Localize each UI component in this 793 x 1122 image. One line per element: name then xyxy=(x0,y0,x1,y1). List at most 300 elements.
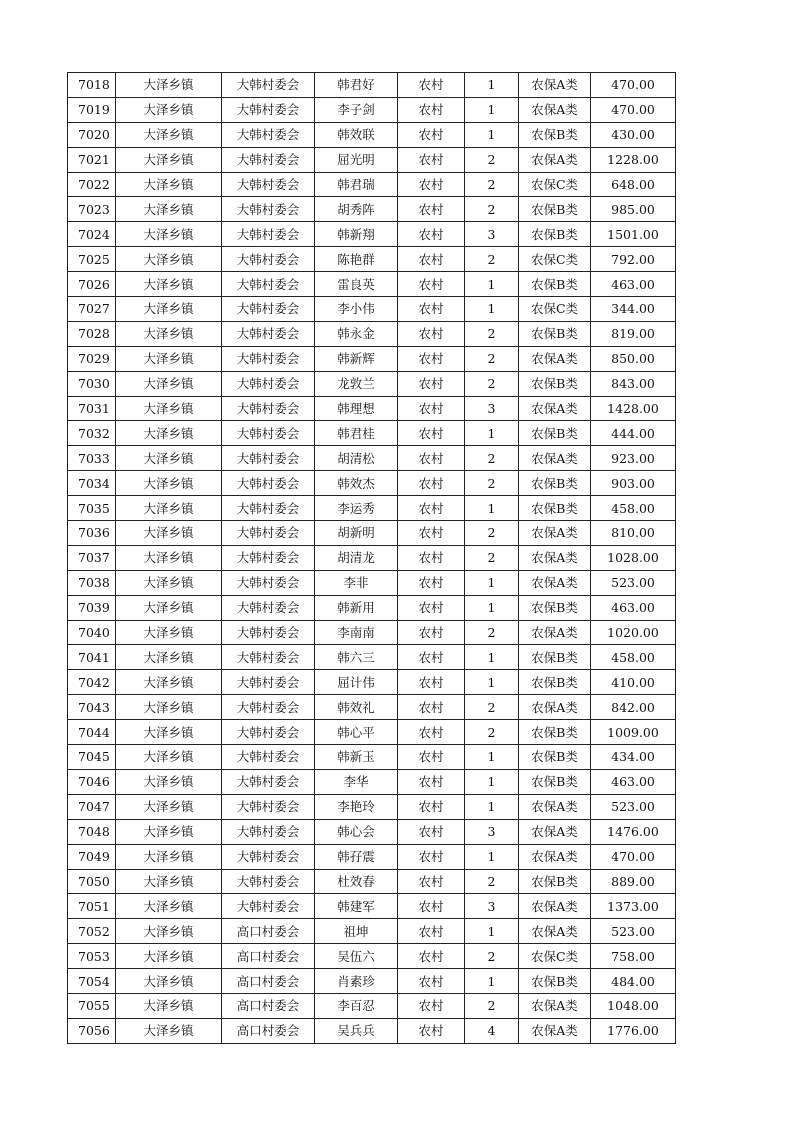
table-row xyxy=(68,97,676,122)
cell-village-committee: 大韩村委会 xyxy=(222,446,315,471)
table-row xyxy=(68,1018,676,1043)
cell-household-type: 农村 xyxy=(398,297,465,322)
cell-township: 大泽乡镇 xyxy=(116,645,222,670)
cell-serial-number: 7019 xyxy=(68,97,116,122)
cell-insurance-category: 农保A类 xyxy=(519,147,591,172)
cell-amount: 985.00 xyxy=(591,197,676,222)
cell-village-committee: 大韩村委会 xyxy=(222,471,315,496)
cell-insurance-category: 农保B类 xyxy=(519,769,591,794)
cell-insurance-category: 农保C类 xyxy=(519,247,591,272)
cell-insurance-category: 农保B类 xyxy=(519,371,591,396)
cell-household-size: 2 xyxy=(465,147,519,172)
cell-household-size: 2 xyxy=(465,944,519,969)
cell-household-size: 2 xyxy=(465,620,519,645)
cell-insurance-category: 农保A类 xyxy=(519,396,591,421)
cell-township: 大泽乡镇 xyxy=(116,670,222,695)
cell-serial-number: 7028 xyxy=(68,321,116,346)
cell-township: 大泽乡镇 xyxy=(116,272,222,297)
cell-village-committee: 大韩村委会 xyxy=(222,73,315,98)
cell-village-committee: 大韩村委会 xyxy=(222,97,315,122)
cell-insurance-category: 农保B类 xyxy=(519,197,591,222)
cell-household-size: 1 xyxy=(465,496,519,521)
cell-household-type: 农村 xyxy=(398,545,465,570)
cell-household-size: 4 xyxy=(465,1018,519,1043)
cell-insurance-category: 农保B类 xyxy=(519,321,591,346)
cell-amount: 523.00 xyxy=(591,919,676,944)
cell-amount: 889.00 xyxy=(591,869,676,894)
cell-township: 大泽乡镇 xyxy=(116,595,222,620)
cell-amount: 458.00 xyxy=(591,645,676,670)
cell-name: 胡新明 xyxy=(315,521,398,546)
cell-township: 大泽乡镇 xyxy=(116,321,222,346)
cell-serial-number: 7056 xyxy=(68,1018,116,1043)
cell-village-committee: 大韩村委会 xyxy=(222,421,315,446)
cell-name: 韩心平 xyxy=(315,720,398,745)
cell-household-size: 1 xyxy=(465,670,519,695)
cell-household-size: 1 xyxy=(465,73,519,98)
cell-name: 韩永金 xyxy=(315,321,398,346)
cell-household-size: 2 xyxy=(465,346,519,371)
cell-township: 大泽乡镇 xyxy=(116,969,222,994)
cell-serial-number: 7024 xyxy=(68,222,116,247)
cell-household-type: 农村 xyxy=(398,73,465,98)
cell-township: 大泽乡镇 xyxy=(116,172,222,197)
cell-household-type: 农村 xyxy=(398,346,465,371)
cell-village-committee: 大韩村委会 xyxy=(222,844,315,869)
cell-insurance-category: 农保A类 xyxy=(519,919,591,944)
cell-serial-number: 7043 xyxy=(68,695,116,720)
cell-insurance-category: 农保B类 xyxy=(519,745,591,770)
cell-household-type: 农村 xyxy=(398,197,465,222)
cell-township: 大泽乡镇 xyxy=(116,620,222,645)
cell-amount: 1776.00 xyxy=(591,1018,676,1043)
cell-household-size: 1 xyxy=(465,595,519,620)
cell-amount: 758.00 xyxy=(591,944,676,969)
cell-township: 大泽乡镇 xyxy=(116,819,222,844)
cell-amount: 923.00 xyxy=(591,446,676,471)
cell-name: 韩效联 xyxy=(315,122,398,147)
cell-household-size: 1 xyxy=(465,969,519,994)
cell-village-committee: 大韩村委会 xyxy=(222,695,315,720)
cell-household-type: 农村 xyxy=(398,745,465,770)
cell-household-type: 农村 xyxy=(398,446,465,471)
cell-household-size: 2 xyxy=(465,993,519,1018)
cell-household-type: 农村 xyxy=(398,720,465,745)
cell-amount: 430.00 xyxy=(591,122,676,147)
cell-township: 大泽乡镇 xyxy=(116,346,222,371)
cell-serial-number: 7052 xyxy=(68,919,116,944)
cell-amount: 1428.00 xyxy=(591,396,676,421)
cell-insurance-category: 农保B类 xyxy=(519,969,591,994)
cell-insurance-category: 农保B类 xyxy=(519,222,591,247)
cell-amount: 470.00 xyxy=(591,844,676,869)
cell-amount: 810.00 xyxy=(591,521,676,546)
cell-township: 大泽乡镇 xyxy=(116,919,222,944)
cell-amount: 410.00 xyxy=(591,670,676,695)
table-row xyxy=(68,794,676,819)
cell-amount: 1020.00 xyxy=(591,620,676,645)
cell-insurance-category: 农保A类 xyxy=(519,1018,591,1043)
cell-household-type: 农村 xyxy=(398,471,465,496)
cell-serial-number: 7030 xyxy=(68,371,116,396)
table-row xyxy=(68,421,676,446)
cell-township: 大泽乡镇 xyxy=(116,471,222,496)
cell-amount: 648.00 xyxy=(591,172,676,197)
cell-serial-number: 7053 xyxy=(68,944,116,969)
cell-name: 陈艳群 xyxy=(315,247,398,272)
cell-household-type: 农村 xyxy=(398,894,465,919)
cell-amount: 470.00 xyxy=(591,73,676,98)
table-row xyxy=(68,321,676,346)
cell-village-committee: 大韩村委会 xyxy=(222,819,315,844)
cell-insurance-category: 农保A类 xyxy=(519,545,591,570)
cell-amount: 1009.00 xyxy=(591,720,676,745)
table-row xyxy=(68,396,676,421)
cell-village-committee: 大韩村委会 xyxy=(222,396,315,421)
cell-household-size: 3 xyxy=(465,222,519,247)
cell-name: 李非 xyxy=(315,570,398,595)
cell-insurance-category: 农保B类 xyxy=(519,869,591,894)
table-row xyxy=(68,944,676,969)
cell-household-size: 2 xyxy=(465,197,519,222)
cell-township: 大泽乡镇 xyxy=(116,570,222,595)
cell-serial-number: 7047 xyxy=(68,794,116,819)
cell-household-size: 2 xyxy=(465,172,519,197)
subsidy-table xyxy=(67,72,676,1044)
cell-village-committee: 大韩村委会 xyxy=(222,496,315,521)
cell-name: 吴伍六 xyxy=(315,944,398,969)
cell-name: 屈计伟 xyxy=(315,670,398,695)
cell-name: 吴兵兵 xyxy=(315,1018,398,1043)
cell-serial-number: 7037 xyxy=(68,545,116,570)
cell-village-committee: 大韩村委会 xyxy=(222,297,315,322)
cell-village-committee: 大韩村委会 xyxy=(222,197,315,222)
cell-serial-number: 7050 xyxy=(68,869,116,894)
cell-serial-number: 7055 xyxy=(68,993,116,1018)
table-row xyxy=(68,122,676,147)
cell-village-committee: 大韩村委会 xyxy=(222,371,315,396)
cell-household-size: 1 xyxy=(465,122,519,147)
cell-household-type: 农村 xyxy=(398,122,465,147)
cell-serial-number: 7022 xyxy=(68,172,116,197)
cell-household-type: 农村 xyxy=(398,645,465,670)
cell-township: 大泽乡镇 xyxy=(116,993,222,1018)
cell-name: 韩建军 xyxy=(315,894,398,919)
cell-household-type: 农村 xyxy=(398,794,465,819)
cell-village-committee: 大韩村委会 xyxy=(222,869,315,894)
cell-household-size: 1 xyxy=(465,769,519,794)
cell-household-type: 农村 xyxy=(398,620,465,645)
cell-insurance-category: 农保B类 xyxy=(519,720,591,745)
cell-township: 大泽乡镇 xyxy=(116,944,222,969)
cell-household-size: 2 xyxy=(465,471,519,496)
cell-household-size: 1 xyxy=(465,570,519,595)
cell-name: 李小伟 xyxy=(315,297,398,322)
cell-insurance-category: 农保B类 xyxy=(519,421,591,446)
cell-amount: 523.00 xyxy=(591,794,676,819)
cell-insurance-category: 农保A类 xyxy=(519,73,591,98)
cell-serial-number: 7025 xyxy=(68,247,116,272)
cell-name: 韩新翔 xyxy=(315,222,398,247)
cell-household-size: 1 xyxy=(465,97,519,122)
cell-serial-number: 7034 xyxy=(68,471,116,496)
cell-household-type: 农村 xyxy=(398,496,465,521)
cell-township: 大泽乡镇 xyxy=(116,446,222,471)
cell-serial-number: 7026 xyxy=(68,272,116,297)
cell-serial-number: 7036 xyxy=(68,521,116,546)
cell-amount: 458.00 xyxy=(591,496,676,521)
cell-village-committee: 大韩村委会 xyxy=(222,894,315,919)
cell-household-size: 3 xyxy=(465,819,519,844)
table-row xyxy=(68,844,676,869)
cell-serial-number: 7035 xyxy=(68,496,116,521)
cell-serial-number: 7040 xyxy=(68,620,116,645)
cell-serial-number: 7032 xyxy=(68,421,116,446)
cell-serial-number: 7049 xyxy=(68,844,116,869)
cell-amount: 1476.00 xyxy=(591,819,676,844)
cell-amount: 463.00 xyxy=(591,272,676,297)
cell-serial-number: 7020 xyxy=(68,122,116,147)
cell-name: 胡秀阵 xyxy=(315,197,398,222)
cell-village-committee: 大韩村委会 xyxy=(222,222,315,247)
table-row xyxy=(68,570,676,595)
cell-insurance-category: 农保A类 xyxy=(519,97,591,122)
cell-village-committee: 大韩村委会 xyxy=(222,346,315,371)
cell-name: 韩心会 xyxy=(315,819,398,844)
cell-household-size: 2 xyxy=(465,695,519,720)
cell-township: 大泽乡镇 xyxy=(116,97,222,122)
cell-village-committee: 大韩村委会 xyxy=(222,172,315,197)
cell-household-size: 2 xyxy=(465,869,519,894)
cell-township: 大泽乡镇 xyxy=(116,769,222,794)
cell-insurance-category: 农保B类 xyxy=(519,471,591,496)
cell-amount: 344.00 xyxy=(591,297,676,322)
cell-amount: 792.00 xyxy=(591,247,676,272)
cell-household-size: 1 xyxy=(465,745,519,770)
cell-amount: 843.00 xyxy=(591,371,676,396)
cell-household-type: 农村 xyxy=(398,247,465,272)
cell-village-committee: 大韩村委会 xyxy=(222,794,315,819)
cell-amount: 463.00 xyxy=(591,769,676,794)
cell-township: 大泽乡镇 xyxy=(116,147,222,172)
table-row xyxy=(68,222,676,247)
cell-amount: 1028.00 xyxy=(591,545,676,570)
cell-township: 大泽乡镇 xyxy=(116,247,222,272)
cell-insurance-category: 农保A类 xyxy=(519,521,591,546)
cell-name: 祖坤 xyxy=(315,919,398,944)
table-row xyxy=(68,371,676,396)
cell-insurance-category: 农保A类 xyxy=(519,844,591,869)
cell-name: 李百忍 xyxy=(315,993,398,1018)
cell-name: 胡清龙 xyxy=(315,545,398,570)
cell-township: 大泽乡镇 xyxy=(116,73,222,98)
cell-household-type: 农村 xyxy=(398,670,465,695)
cell-township: 大泽乡镇 xyxy=(116,720,222,745)
cell-amount: 1501.00 xyxy=(591,222,676,247)
cell-household-size: 3 xyxy=(465,894,519,919)
cell-insurance-category: 农保C类 xyxy=(519,172,591,197)
cell-name: 韩六三 xyxy=(315,645,398,670)
table-row xyxy=(68,197,676,222)
cell-township: 大泽乡镇 xyxy=(116,1018,222,1043)
cell-amount: 523.00 xyxy=(591,570,676,595)
cell-serial-number: 7046 xyxy=(68,769,116,794)
cell-name: 韩理想 xyxy=(315,396,398,421)
table-row xyxy=(68,496,676,521)
cell-household-type: 农村 xyxy=(398,272,465,297)
cell-amount: 842.00 xyxy=(591,695,676,720)
cell-household-size: 1 xyxy=(465,272,519,297)
cell-name: 韩效杰 xyxy=(315,471,398,496)
table-row xyxy=(68,147,676,172)
cell-name: 李华 xyxy=(315,769,398,794)
cell-household-size: 1 xyxy=(465,794,519,819)
cell-amount: 434.00 xyxy=(591,745,676,770)
cell-amount: 470.00 xyxy=(591,97,676,122)
cell-household-size: 1 xyxy=(465,919,519,944)
cell-township: 大泽乡镇 xyxy=(116,794,222,819)
cell-household-size: 2 xyxy=(465,521,519,546)
cell-insurance-category: 农保A类 xyxy=(519,620,591,645)
cell-household-type: 农村 xyxy=(398,944,465,969)
cell-village-committee: 大韩村委会 xyxy=(222,247,315,272)
cell-amount: 1373.00 xyxy=(591,894,676,919)
cell-household-size: 1 xyxy=(465,297,519,322)
cell-township: 大泽乡镇 xyxy=(116,197,222,222)
cell-household-size: 2 xyxy=(465,321,519,346)
cell-household-type: 农村 xyxy=(398,147,465,172)
cell-household-type: 农村 xyxy=(398,421,465,446)
cell-household-type: 农村 xyxy=(398,521,465,546)
cell-household-size: 2 xyxy=(465,545,519,570)
table-row xyxy=(68,545,676,570)
cell-household-type: 农村 xyxy=(398,919,465,944)
cell-name: 韩孖震 xyxy=(315,844,398,869)
cell-amount: 1228.00 xyxy=(591,147,676,172)
cell-household-type: 农村 xyxy=(398,819,465,844)
cell-household-type: 农村 xyxy=(398,97,465,122)
cell-name: 杜效春 xyxy=(315,869,398,894)
cell-township: 大泽乡镇 xyxy=(116,869,222,894)
cell-insurance-category: 农保B类 xyxy=(519,645,591,670)
cell-village-committee: 大韩村委会 xyxy=(222,645,315,670)
cell-name: 雷良英 xyxy=(315,272,398,297)
table-row xyxy=(68,521,676,546)
cell-household-type: 农村 xyxy=(398,570,465,595)
table-row xyxy=(68,894,676,919)
cell-township: 大泽乡镇 xyxy=(116,521,222,546)
cell-insurance-category: 农保B类 xyxy=(519,496,591,521)
cell-amount: 819.00 xyxy=(591,321,676,346)
cell-township: 大泽乡镇 xyxy=(116,371,222,396)
cell-household-type: 农村 xyxy=(398,769,465,794)
cell-household-size: 2 xyxy=(465,720,519,745)
table-row xyxy=(68,769,676,794)
cell-serial-number: 7029 xyxy=(68,346,116,371)
cell-name: 龙敦兰 xyxy=(315,371,398,396)
cell-township: 大泽乡镇 xyxy=(116,396,222,421)
table-row xyxy=(68,446,676,471)
cell-insurance-category: 农保A类 xyxy=(519,993,591,1018)
cell-name: 韩君桂 xyxy=(315,421,398,446)
cell-serial-number: 7021 xyxy=(68,147,116,172)
table-row xyxy=(68,247,676,272)
table-row xyxy=(68,172,676,197)
table-row xyxy=(68,471,676,496)
cell-village-committee: 大韩村委会 xyxy=(222,272,315,297)
cell-name: 韩效礼 xyxy=(315,695,398,720)
cell-household-size: 3 xyxy=(465,396,519,421)
cell-household-type: 农村 xyxy=(398,595,465,620)
cell-insurance-category: 农保C类 xyxy=(519,944,591,969)
cell-name: 李运秀 xyxy=(315,496,398,521)
cell-household-type: 农村 xyxy=(398,1018,465,1043)
cell-township: 大泽乡镇 xyxy=(116,297,222,322)
cell-township: 大泽乡镇 xyxy=(116,894,222,919)
cell-village-committee: 高口村委会 xyxy=(222,993,315,1018)
cell-household-type: 农村 xyxy=(398,844,465,869)
cell-serial-number: 7044 xyxy=(68,720,116,745)
cell-insurance-category: 农保C类 xyxy=(519,297,591,322)
cell-village-committee: 大韩村委会 xyxy=(222,521,315,546)
cell-insurance-category: 农保A类 xyxy=(519,894,591,919)
table-row xyxy=(68,346,676,371)
cell-insurance-category: 农保A类 xyxy=(519,819,591,844)
cell-serial-number: 7054 xyxy=(68,969,116,994)
table-row xyxy=(68,272,676,297)
cell-insurance-category: 农保A类 xyxy=(519,446,591,471)
cell-household-size: 1 xyxy=(465,645,519,670)
cell-household-size: 2 xyxy=(465,446,519,471)
cell-village-committee: 大韩村委会 xyxy=(222,620,315,645)
cell-township: 大泽乡镇 xyxy=(116,421,222,446)
cell-township: 大泽乡镇 xyxy=(116,844,222,869)
cell-township: 大泽乡镇 xyxy=(116,122,222,147)
table-row xyxy=(68,695,676,720)
cell-household-type: 农村 xyxy=(398,172,465,197)
cell-serial-number: 7051 xyxy=(68,894,116,919)
cell-household-type: 农村 xyxy=(398,695,465,720)
table-row xyxy=(68,645,676,670)
cell-serial-number: 7042 xyxy=(68,670,116,695)
table-row xyxy=(68,670,676,695)
cell-name: 韩新用 xyxy=(315,595,398,620)
cell-amount: 903.00 xyxy=(591,471,676,496)
cell-household-type: 农村 xyxy=(398,969,465,994)
cell-household-type: 农村 xyxy=(398,321,465,346)
cell-household-size: 1 xyxy=(465,421,519,446)
cell-household-type: 农村 xyxy=(398,396,465,421)
table-row xyxy=(68,869,676,894)
cell-name: 韩新辉 xyxy=(315,346,398,371)
cell-serial-number: 7041 xyxy=(68,645,116,670)
table-row xyxy=(68,745,676,770)
cell-village-committee: 大韩村委会 xyxy=(222,745,315,770)
cell-village-committee: 大韩村委会 xyxy=(222,720,315,745)
cell-insurance-category: 农保A类 xyxy=(519,695,591,720)
cell-household-size: 1 xyxy=(465,844,519,869)
cell-insurance-category: 农保B类 xyxy=(519,122,591,147)
cell-amount: 463.00 xyxy=(591,595,676,620)
table-row xyxy=(68,73,676,98)
cell-household-size: 2 xyxy=(465,247,519,272)
cell-serial-number: 7033 xyxy=(68,446,116,471)
cell-name: 李艳玲 xyxy=(315,794,398,819)
cell-village-committee: 大韩村委会 xyxy=(222,595,315,620)
cell-insurance-category: 农保B类 xyxy=(519,272,591,297)
cell-village-committee: 大韩村委会 xyxy=(222,147,315,172)
cell-household-type: 农村 xyxy=(398,869,465,894)
